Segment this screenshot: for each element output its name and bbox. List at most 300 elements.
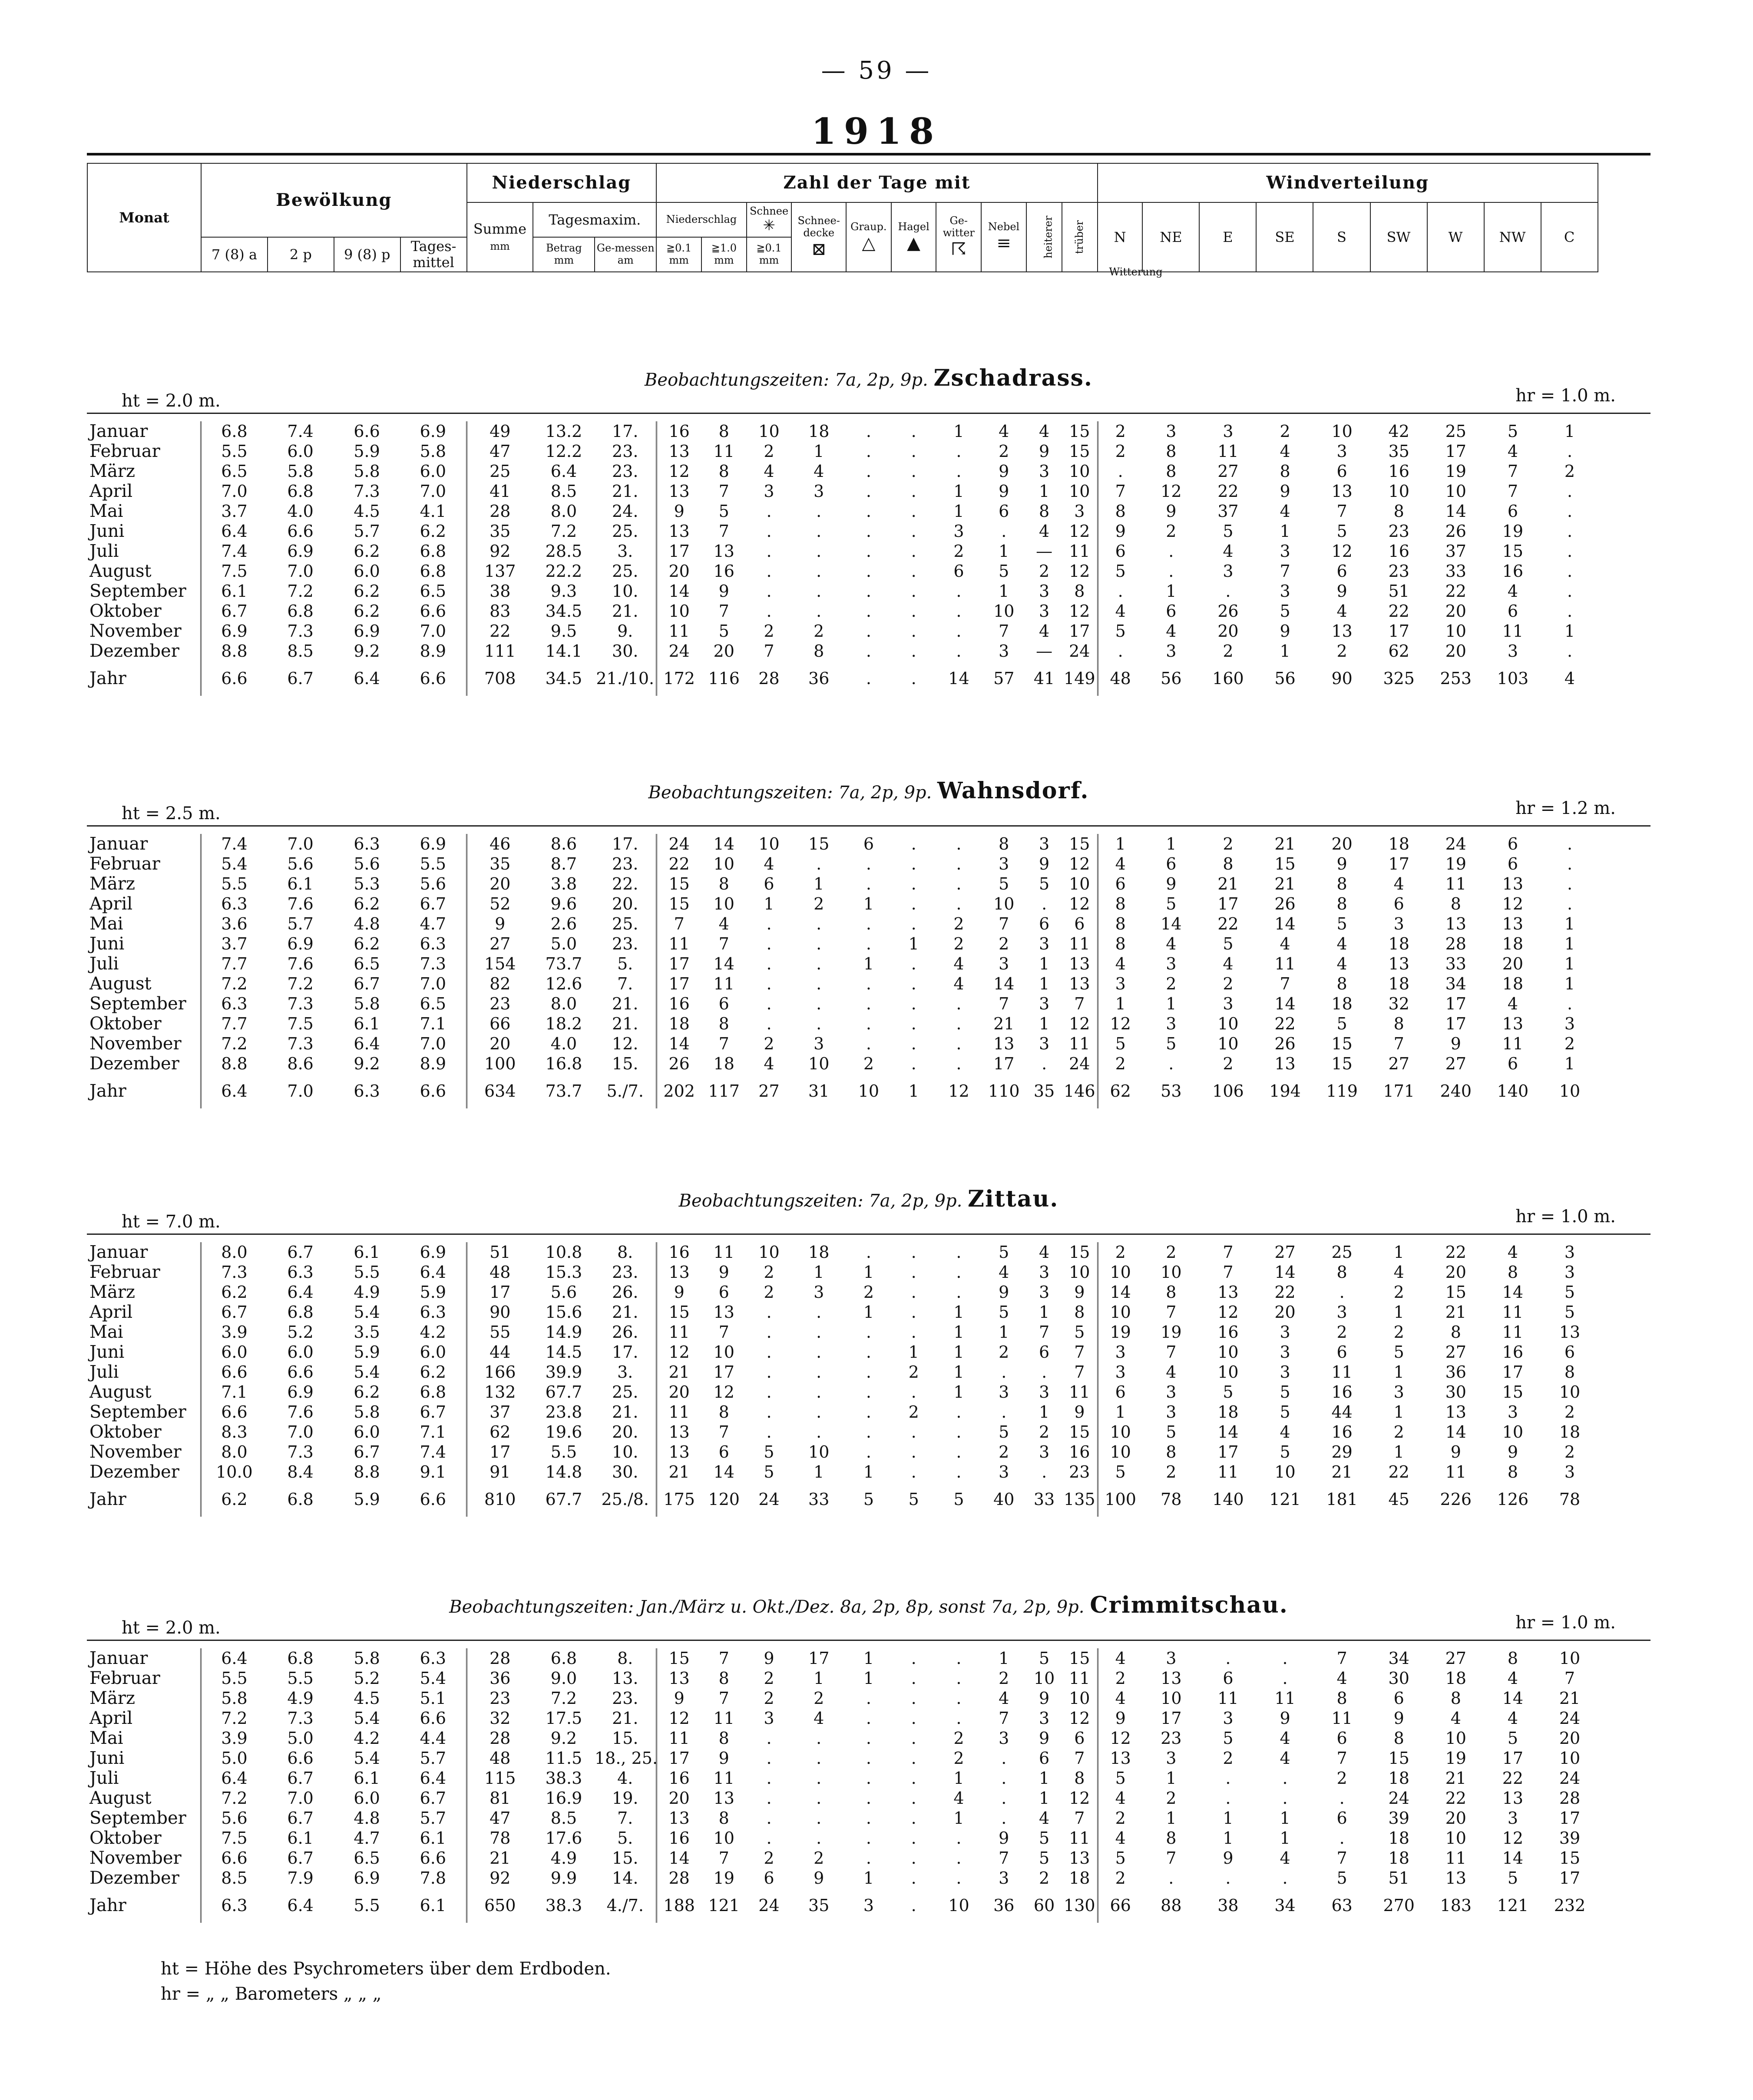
value-cell: 5: [1062, 1322, 1098, 1342]
value-cell: .: [911, 602, 916, 621]
value-cell: .: [866, 1402, 871, 1422]
hail-icon: ▲: [907, 233, 920, 253]
value-cell: 137: [484, 562, 516, 581]
value-cell: 3: [999, 642, 1009, 661]
value-cell: 6.0: [354, 562, 380, 581]
value-cell: 4.1: [400, 501, 466, 521]
value-cell: 18: [1331, 994, 1353, 1013]
value-cell: 6: [1039, 1343, 1050, 1362]
value-cell: .: [866, 854, 871, 873]
month-label: April: [87, 1302, 201, 1322]
value-cell: 4./7.: [595, 1888, 656, 1923]
value-cell: 15: [1062, 1648, 1098, 1668]
value-cell: 5: [1039, 1829, 1050, 1848]
value-cell: .: [816, 914, 822, 933]
value-cell: 18: [1062, 1868, 1098, 1888]
value-cell: .: [911, 582, 916, 601]
value-cell: .: [956, 1709, 962, 1728]
value-cell: 8: [1507, 1462, 1518, 1482]
value-cell: 5: [1039, 1649, 1050, 1668]
month-label: Oktober: [87, 601, 201, 621]
value-cell: 6.8: [221, 422, 248, 441]
value-cell: 22: [1445, 1789, 1466, 1808]
value-cell: 3.9: [221, 1729, 248, 1748]
value-cell: 12: [948, 1081, 969, 1101]
value-cell: 62: [1388, 642, 1409, 661]
value-cell: 7: [718, 1689, 729, 1708]
value-cell: .: [766, 1014, 772, 1033]
header-trueber: trüber: [1062, 202, 1098, 272]
value-cell: 39: [1559, 1829, 1581, 1848]
value-cell: 21.: [595, 601, 656, 621]
value-cell: .: [956, 1442, 962, 1462]
value-cell: 3: [1507, 1809, 1518, 1828]
value-cell: .: [911, 1243, 916, 1262]
value-cell: 23.: [595, 461, 656, 481]
value-cell: .: [1567, 522, 1573, 541]
value-cell: 2: [1115, 1869, 1126, 1888]
value-cell: 650: [484, 1896, 516, 1915]
value-cell: .: [956, 582, 962, 601]
value-cell: 6: [1336, 462, 1347, 481]
value-cell: 6.0: [221, 1343, 248, 1362]
value-cell: 9.3: [550, 582, 577, 601]
value-cell: 17: [1217, 894, 1239, 913]
value-cell: 5.8: [354, 1649, 380, 1668]
value-cell: 7.4: [400, 1442, 466, 1462]
barometer-height: hr = 1.0 m.: [1515, 1207, 1616, 1227]
value-cell: 1: [1564, 914, 1575, 933]
value-cell: .: [1118, 462, 1123, 481]
value-cell: 12: [1062, 561, 1098, 581]
station-block: [87, 1186, 1650, 1542]
value-cell: 16: [1217, 1323, 1239, 1342]
value-cell: 11: [668, 1402, 690, 1422]
value-cell: 1: [863, 1263, 874, 1282]
value-cell: 8: [1393, 502, 1404, 521]
value-cell: 7.6: [287, 1402, 314, 1422]
value-cell: 8.6: [550, 834, 577, 853]
value-cell: 4: [1507, 442, 1518, 461]
value-cell: 55: [490, 1323, 511, 1342]
value-cell: 7.4: [287, 422, 314, 441]
value-cell: 7.0: [287, 834, 314, 853]
value-cell: 10: [1559, 1649, 1581, 1668]
value-cell: 4: [1115, 1789, 1126, 1808]
value-cell: 1: [764, 894, 774, 913]
value-cell: 6: [1336, 1809, 1347, 1828]
value-cell: .: [911, 642, 916, 661]
wind-w: W: [1427, 202, 1484, 272]
value-cell: 13: [668, 522, 690, 541]
value-cell: 4: [999, 422, 1009, 441]
value-cell: 5: [1507, 1729, 1518, 1748]
value-cell: 13: [1502, 1014, 1524, 1033]
value-cell: 121: [1269, 1490, 1301, 1509]
psychrometer-height: ht = 2.5 m.: [122, 804, 221, 823]
table-row: [87, 1748, 1650, 1768]
value-cell: 6: [1166, 854, 1177, 873]
value-cell: 5: [1280, 1442, 1290, 1462]
value-cell: 3: [1166, 1382, 1177, 1402]
value-cell: 15: [668, 1649, 690, 1668]
value-cell: 10: [948, 1896, 969, 1915]
observation-times: Beobachtungszeiten: Jan./März u. Okt./Dez. 8a, 2p, 8p, sonst 7a, 2p, 9p.: [449, 1597, 1085, 1617]
value-cell: 21: [1217, 874, 1239, 893]
value-cell: 3: [1336, 1303, 1347, 1322]
value-cell: 17: [668, 954, 690, 973]
value-cell: 10: [1062, 1688, 1098, 1708]
value-cell: 5.1: [400, 1688, 466, 1708]
value-cell: 2: [863, 1283, 874, 1302]
value-cell: 37: [490, 1402, 511, 1422]
value-cell: 2: [953, 542, 964, 561]
table-row: [87, 1648, 1650, 1668]
value-cell: 22: [1274, 1283, 1296, 1302]
value-cell: 26.: [595, 1322, 656, 1342]
value-cell: 1: [953, 1343, 964, 1362]
value-cell: 8.6: [287, 1054, 314, 1073]
value-cell: 3.6: [221, 914, 248, 933]
value-cell: 1: [863, 1649, 874, 1668]
value-cell: 119: [1326, 1081, 1358, 1101]
value-cell: 8: [999, 834, 1009, 853]
value-cell: 45: [1388, 1490, 1409, 1509]
value-cell: 5: [1166, 1422, 1177, 1442]
value-cell: 12: [668, 462, 690, 481]
table-row: [87, 1848, 1650, 1868]
value-cell: 7.2: [550, 1689, 577, 1708]
month-label: Mai: [87, 501, 201, 521]
month-label: Juli: [87, 541, 201, 561]
value-cell: .: [866, 1014, 871, 1033]
table-row: [87, 934, 1650, 954]
value-cell: .: [766, 1829, 772, 1848]
value-cell: 13: [1445, 1869, 1466, 1888]
value-cell: 27: [1445, 1054, 1466, 1073]
value-cell: 9: [718, 1263, 729, 1282]
value-cell: 1: [1039, 974, 1050, 993]
value-cell: 10: [713, 1829, 734, 1848]
value-cell: 1: [1115, 994, 1126, 1013]
value-cell: 15.: [595, 1054, 656, 1074]
value-cell: 6: [718, 1283, 729, 1302]
value-cell: 15: [1274, 854, 1296, 873]
table-row: [87, 1708, 1650, 1728]
value-cell: 2: [1564, 1442, 1575, 1462]
value-cell: 21.: [595, 1708, 656, 1728]
value-cell: 13: [713, 542, 734, 561]
value-cell: .: [956, 1283, 962, 1302]
value-cell: 20: [490, 874, 511, 893]
header-niederschlag: Niederschlag: [467, 163, 657, 202]
value-cell: 35: [1033, 1081, 1055, 1101]
value-cell: 6.3: [221, 1896, 248, 1915]
month-label: März: [87, 1688, 201, 1708]
value-cell: 6.0: [400, 1342, 466, 1362]
value-cell: 2: [1115, 1809, 1126, 1828]
value-cell: 3: [1039, 994, 1050, 1013]
value-cell: 6: [1393, 894, 1404, 913]
value-cell: .: [1567, 642, 1573, 661]
value-cell: 9: [1336, 582, 1347, 601]
value-cell: 8: [1393, 1729, 1404, 1748]
value-cell: 7.3: [354, 482, 380, 501]
value-cell: 20: [1445, 602, 1466, 621]
value-cell: 11: [1217, 442, 1239, 461]
value-cell: 4: [1564, 669, 1575, 688]
value-cell: 10: [713, 854, 734, 873]
value-cell: 49: [490, 422, 511, 441]
value-cell: 126: [1497, 1490, 1529, 1509]
station-name: Zittau.: [968, 1186, 1059, 1212]
value-cell: 83: [490, 602, 511, 621]
value-cell: 1: [1564, 954, 1575, 973]
value-cell: 5.7: [400, 1808, 466, 1828]
value-cell: .: [1001, 1402, 1007, 1422]
value-cell: 27: [1445, 1649, 1466, 1668]
value-cell: 1: [863, 894, 874, 913]
value-cell: 10: [1274, 1462, 1296, 1482]
value-cell: .: [866, 1034, 871, 1053]
value-cell: .: [1001, 1749, 1007, 1768]
value-cell: 1: [1115, 1402, 1126, 1422]
value-cell: 12.2: [545, 442, 582, 461]
value-cell: 7.6: [287, 894, 314, 913]
value-cell: .: [866, 602, 871, 621]
value-cell: 13: [668, 1422, 690, 1442]
value-cell: 2: [1039, 1869, 1050, 1888]
value-cell: 2: [1115, 1243, 1126, 1262]
month-label: September: [87, 1402, 201, 1422]
value-cell: 1: [953, 1809, 964, 1828]
value-cell: 3: [814, 1034, 824, 1053]
value-cell: 25: [1445, 422, 1466, 441]
month-label: Jahr: [87, 1482, 201, 1517]
value-cell: 7: [1336, 502, 1347, 521]
value-cell: 10: [1445, 1829, 1466, 1848]
value-cell: 6.9: [400, 834, 466, 854]
value-cell: 7.3: [287, 1034, 314, 1053]
value-cell: 6.7: [287, 669, 314, 688]
value-cell: 117: [708, 1081, 740, 1101]
value-cell: 6.7: [287, 1769, 314, 1788]
value-cell: 5: [1115, 1849, 1126, 1868]
value-cell: 28: [668, 1869, 690, 1888]
value-cell: 16: [1502, 1343, 1524, 1362]
value-cell: 6.9: [287, 542, 314, 561]
value-cell: 8.8: [354, 1462, 380, 1482]
header-graupel: Graup. △: [846, 202, 891, 272]
value-cell: 3: [1062, 501, 1098, 521]
value-cell: .: [911, 1669, 916, 1688]
value-cell: 8.9: [400, 641, 466, 661]
value-cell: 8.0: [221, 1442, 248, 1462]
value-cell: 91: [490, 1462, 511, 1482]
value-cell: 16: [668, 1829, 690, 1848]
value-cell: .: [1282, 1649, 1288, 1668]
value-cell: 106: [1212, 1081, 1244, 1101]
value-cell: 4: [1507, 994, 1518, 1013]
value-cell: 5: [999, 1303, 1009, 1322]
value-cell: 4: [1280, 1749, 1290, 1768]
value-cell: 4: [1039, 1243, 1050, 1262]
value-cell: 19: [713, 1869, 734, 1888]
value-cell: 4: [1336, 934, 1347, 953]
value-cell: 10: [1062, 874, 1098, 894]
station-block: [87, 777, 1650, 1134]
table-row: [87, 1868, 1650, 1888]
value-cell: 181: [1326, 1490, 1358, 1509]
value-cell: 11: [668, 1729, 690, 1748]
value-cell: 27: [1217, 462, 1239, 481]
value-cell: 7.4: [221, 542, 248, 561]
value-cell: 3: [1280, 1343, 1290, 1362]
value-cell: 9.2: [354, 642, 380, 661]
value-cell: .: [866, 934, 871, 953]
value-cell: 3: [764, 1709, 774, 1728]
value-cell: 6.4: [550, 462, 577, 481]
value-cell: 7: [718, 1422, 729, 1442]
value-cell: 17: [1388, 622, 1409, 641]
value-cell: 11: [1274, 954, 1296, 973]
month-label: August: [87, 561, 201, 581]
value-cell: 12: [1062, 1014, 1098, 1034]
value-cell: 16: [1331, 1422, 1353, 1442]
value-cell: 11: [1062, 934, 1098, 954]
table-row: [87, 1422, 1650, 1442]
month-label: Februar: [87, 854, 201, 874]
value-cell: 166: [484, 1363, 516, 1382]
value-cell: 13: [1445, 1402, 1466, 1422]
value-cell: .: [766, 1363, 772, 1382]
value-cell: .: [956, 622, 962, 641]
value-cell: 3: [999, 1869, 1009, 1888]
value-cell: 23: [1388, 522, 1409, 541]
value-cell: 7: [1115, 482, 1126, 501]
value-cell: 1: [1039, 482, 1050, 501]
value-cell: .: [1282, 1669, 1288, 1688]
value-cell: 634: [484, 1081, 516, 1101]
value-cell: 78: [490, 1829, 511, 1848]
value-cell: 17: [993, 1054, 1015, 1073]
value-cell: .: [816, 1303, 822, 1322]
value-cell: 3: [1393, 1382, 1404, 1402]
value-cell: 21: [668, 1462, 690, 1482]
month-label: Mai: [87, 1322, 201, 1342]
value-cell: 19: [1445, 1749, 1466, 1768]
value-cell: 6.1: [400, 1888, 466, 1923]
value-cell: 2: [953, 1749, 964, 1768]
snow-cover-icon: ⊠: [811, 239, 826, 259]
value-cell: 13: [1559, 1323, 1581, 1342]
value-cell: 3: [1166, 1402, 1177, 1422]
value-cell: 7.0: [400, 974, 466, 994]
value-cell: 171: [1383, 1081, 1415, 1101]
value-cell: 2: [1564, 1034, 1575, 1053]
station-rule: [87, 1234, 1650, 1235]
month-label: Juni: [87, 1748, 201, 1768]
value-cell: 62: [1110, 1081, 1131, 1101]
value-cell: 17: [808, 1649, 830, 1668]
value-cell: 14: [1502, 1849, 1524, 1868]
value-cell: .: [816, 1749, 822, 1768]
value-cell: 183: [1440, 1896, 1472, 1915]
value-cell: 3: [1039, 1442, 1050, 1462]
value-cell: 34: [1388, 1649, 1409, 1668]
value-cell: .: [766, 562, 772, 581]
value-cell: 1: [1280, 1829, 1290, 1848]
table-row: [87, 561, 1650, 581]
value-cell: 8.5: [550, 1809, 577, 1828]
value-cell: 53: [1161, 1081, 1182, 1101]
value-cell: .: [1118, 642, 1123, 661]
value-cell: 6.6: [287, 1749, 314, 1768]
value-cell: 6.2: [354, 582, 380, 601]
value-cell: 23: [490, 1689, 511, 1708]
value-cell: 1: [953, 1303, 964, 1322]
station-table: [87, 1242, 1650, 1517]
value-cell: .: [866, 482, 871, 501]
value-cell: 10: [808, 1442, 830, 1462]
value-cell: 3: [999, 854, 1009, 873]
value-cell: 6.1: [354, 1769, 380, 1788]
value-cell: .: [766, 1769, 772, 1788]
value-cell: 18: [808, 1243, 830, 1262]
month-label: November: [87, 621, 201, 641]
value-cell: .: [866, 994, 871, 1013]
table-row: [87, 1462, 1650, 1482]
value-cell: 8: [814, 642, 824, 661]
value-cell: .: [911, 1034, 916, 1053]
value-cell: 9: [1039, 1689, 1050, 1708]
value-cell: 132: [484, 1382, 516, 1402]
value-cell: 9: [1223, 1849, 1234, 1868]
value-cell: 5.4: [221, 854, 248, 873]
value-cell: .: [816, 602, 822, 621]
value-cell: .: [816, 582, 822, 601]
value-cell: 18: [1388, 1849, 1409, 1868]
value-cell: 2: [999, 1442, 1009, 1462]
value-cell: 9: [1115, 1709, 1126, 1728]
value-cell: 36: [490, 1669, 511, 1688]
header-betrag: Betrag mm: [533, 237, 595, 272]
value-cell: 15.: [595, 1848, 656, 1868]
value-cell: 27: [1388, 1054, 1409, 1073]
value-cell: 2: [1166, 1243, 1177, 1262]
value-cell: 154: [484, 954, 516, 973]
value-cell: 4: [764, 462, 774, 481]
month-label: Februar: [87, 1668, 201, 1688]
value-cell: .: [766, 1402, 772, 1422]
value-cell: 6.8: [400, 541, 466, 561]
month-label: Februar: [87, 441, 201, 461]
value-cell: 240: [1440, 1081, 1472, 1101]
value-cell: 22: [490, 622, 511, 641]
value-cell: 16: [668, 1769, 690, 1788]
header-witterung: Witterung: [1109, 266, 1163, 278]
value-cell: .: [766, 1809, 772, 1828]
value-cell: 4.4: [400, 1728, 466, 1748]
value-cell: 172: [663, 669, 695, 688]
value-cell: 10.: [595, 1442, 656, 1462]
value-cell: 9: [1280, 482, 1290, 501]
value-cell: 14: [1445, 1422, 1466, 1442]
value-cell: 5.: [595, 1828, 656, 1848]
value-cell: 25: [490, 462, 511, 481]
value-cell: 6.8: [287, 1490, 314, 1509]
value-cell: 5.5: [287, 1669, 314, 1688]
